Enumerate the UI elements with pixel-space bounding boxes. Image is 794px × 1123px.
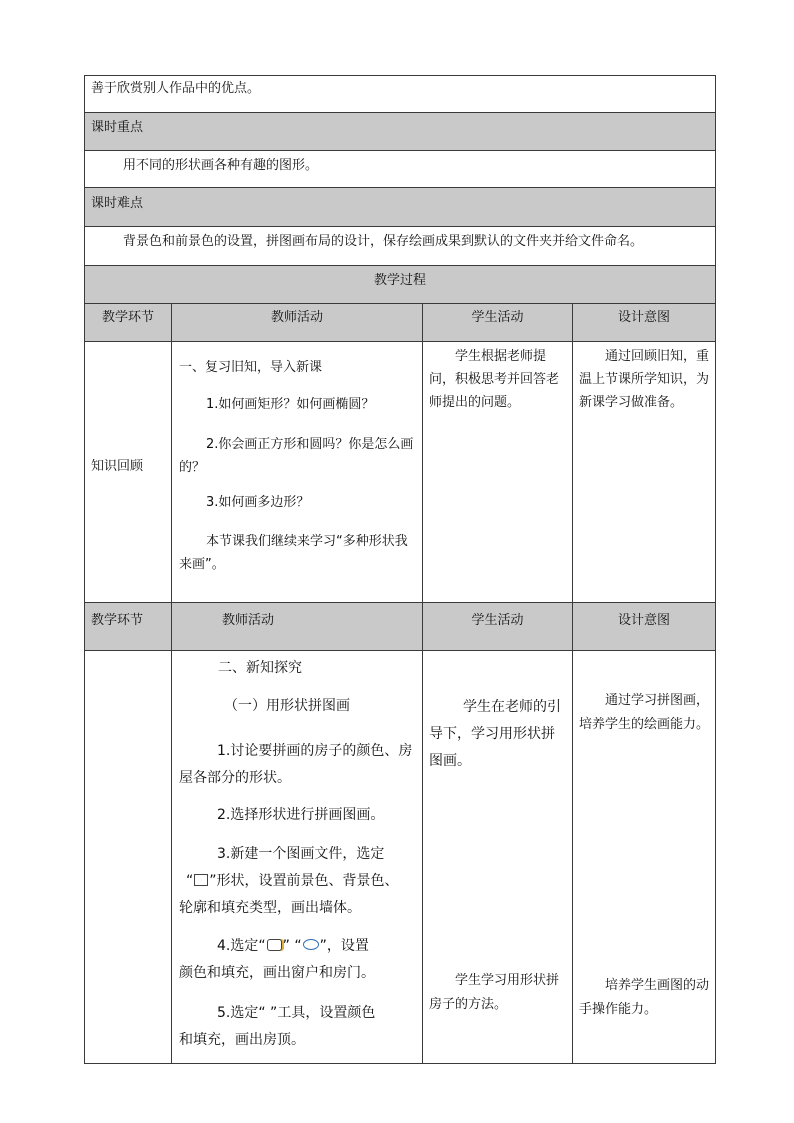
- section2-step4a: [217, 937, 369, 955]
- section2-stage-cell: [84, 650, 172, 1064]
- section1-q2: 2.你会画正方形和圆吗？你是怎么画的？: [179, 437, 414, 475]
- header1-teacher-label: 教师活动: [270, 310, 323, 325]
- section1-intent: 通过回顾旧知，重温上节课所学知识，为新课学习做准备。: [579, 349, 710, 410]
- section1-stage-cell: [84, 341, 172, 603]
- section2-step3b: [186, 872, 399, 890]
- header2-intent-label: 设计意图: [617, 613, 670, 628]
- section2-step5a: 5.选定“ ”工具，设置颜色: [217, 1005, 376, 1021]
- key-points-content: 用不同的形状画各种有趣的图形。: [123, 158, 319, 173]
- section2-intent-cell: [572, 650, 716, 1064]
- header1-stage-label: 教学环节: [101, 310, 154, 325]
- process-title-row: [84, 265, 716, 304]
- header1-col-teacher: [171, 303, 423, 342]
- intro-row: [84, 75, 716, 113]
- section2-student2: 学生学习用形状拼房子的方法。: [429, 973, 560, 1012]
- header2-col-student: [422, 602, 573, 651]
- section1-intro: 本节课我们继续来学习“多种形状我来画”。: [179, 534, 408, 572]
- key-points-label: 课时重点: [91, 120, 144, 135]
- section1-stage: 知识回顾: [91, 459, 144, 474]
- header2-stage-label: 教学环节: [91, 613, 144, 628]
- difficulties-content: 背景色和前景色的设置，拼图画布局的设计，保存绘画成果到默认的文件夹并给文件命名。: [123, 234, 644, 249]
- difficulties-label-row: [84, 187, 716, 227]
- header1-col-student: [422, 303, 573, 342]
- section2-step1: 1.讨论要拼画的房子的颜色、房屋各部分的形状。: [179, 743, 413, 786]
- header2-col-stage: [84, 602, 172, 651]
- header2-teacher-label: 教师活动: [222, 613, 275, 628]
- section1-q3: 3.如何画多边形？: [206, 495, 310, 510]
- section2-teacher-cell: [171, 650, 423, 1064]
- section2-step5b: 和填充，画出房顶。: [179, 1032, 305, 1048]
- step4a-suffix: ”，设置: [319, 938, 369, 954]
- section2-step3a: 3.新建一个图画文件，选定: [217, 846, 385, 862]
- header1-student-label: 学生活动: [471, 310, 524, 325]
- difficulties-content-row: [84, 226, 716, 266]
- section2-intent2: 培养学生画图的动手操作能力。: [579, 978, 710, 1017]
- section2-step2: 2.选择形状进行拼画图画。: [217, 807, 385, 823]
- step3b-open-quote: “: [186, 873, 194, 889]
- section2-step4b: 颜色和填充，画出窗户和房门。: [179, 965, 375, 981]
- header1-col-intent: [572, 303, 716, 342]
- header2-student-label: 学生活动: [471, 613, 524, 628]
- section2-heading: 二、新知探究: [218, 660, 302, 676]
- section2-student-cell: [422, 650, 573, 1064]
- intro-text: 善于欣赏别人作品中的优点。: [91, 81, 261, 96]
- process-title: 教学过程: [373, 273, 426, 288]
- section1-student: 学生根据老师提问，积极思考并回答老师提出的问题。: [429, 349, 560, 410]
- step3b-text: ”形状，设置前景色、背景色、: [209, 873, 399, 889]
- section2-student1: 学生在老师的引导下，学习用形状拼图画。: [429, 699, 561, 769]
- section2-step3c: 轮廓和填充类型，画出墙体。: [179, 900, 361, 916]
- section1-student-cell: [422, 341, 573, 603]
- step4a-mid: ” “: [282, 938, 302, 954]
- section2-sub: （一）用形状拼图画: [224, 698, 350, 714]
- key-points-content-row: [84, 150, 716, 188]
- rectangle-shape-icon: [194, 874, 208, 886]
- section1-q1: 1.如何画矩形？如何画椭圆？: [206, 397, 375, 412]
- section1-intent-cell: [572, 341, 716, 603]
- section1-teacher-cell: [171, 341, 423, 603]
- step4a-prefix: 4.选定“: [217, 938, 266, 954]
- key-points-label-row: [84, 112, 716, 151]
- section2-intent1: 通过学习拼图画，培养学生的绘画能力。: [579, 693, 710, 732]
- rounded-rectangle-shape-icon: [267, 939, 282, 951]
- header2-col-intent: [572, 602, 716, 651]
- difficulties-label: 课时难点: [91, 196, 144, 211]
- header2-col-teacher: [171, 602, 423, 651]
- header1-intent-label: 设计意图: [617, 310, 670, 325]
- section1-heading: 一、复习旧知，导入新课: [179, 360, 323, 375]
- ellipse-shape-icon: [303, 939, 319, 950]
- header1-col-stage: [84, 303, 172, 342]
